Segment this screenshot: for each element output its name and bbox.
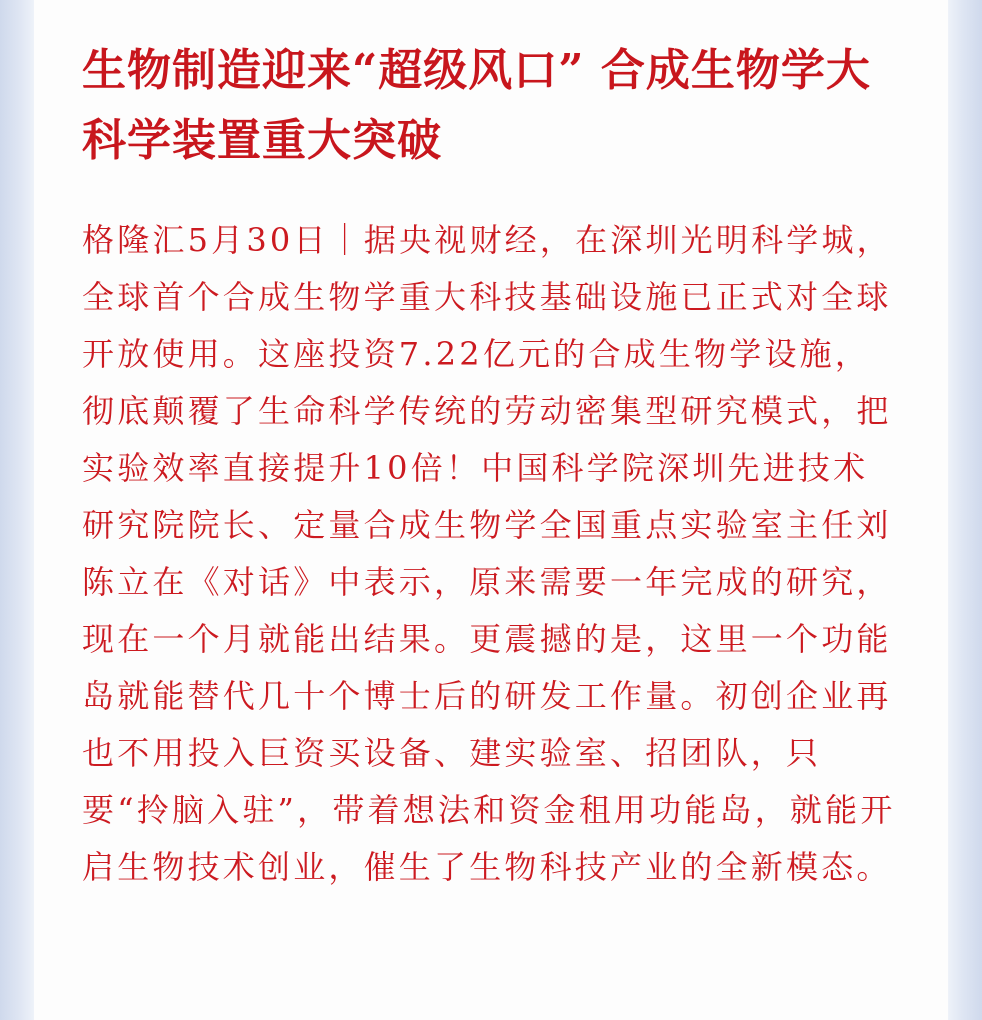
article-body-text: 格隆汇5月30日｜据央视财经，在深圳光明科学城，全球首个合成生物学重大科技基础设施已正式对全球开放使用。这座投资7.22亿元的合成生物学设施，彻底颠覆了生命科学传统的劳动密集型研究模式，把实验效率直接提升10倍！中国科学院深圳先进技术研究院院长、定量合成生物学全国重点实验室主任刘陈立在《对话》中表示，原来需要一年完成的研究，现在一个月就能出结果。更震撼的是，这里一个功能岛就能替代几十个博士后的研发工作量。初创企业再也不用投入巨资买设备、建实验室、招团队，只要“拎脑入驻”，带着想法和资金租用功能岛，就能开启生物技术创业，催生了生物科技产业的全新模态。 <box>82 221 896 886</box>
article-headline: 生物制造迎来“超级风口” 合成生物学大科学装置重大突破 <box>82 45 871 166</box>
article-page <box>34 0 948 1020</box>
